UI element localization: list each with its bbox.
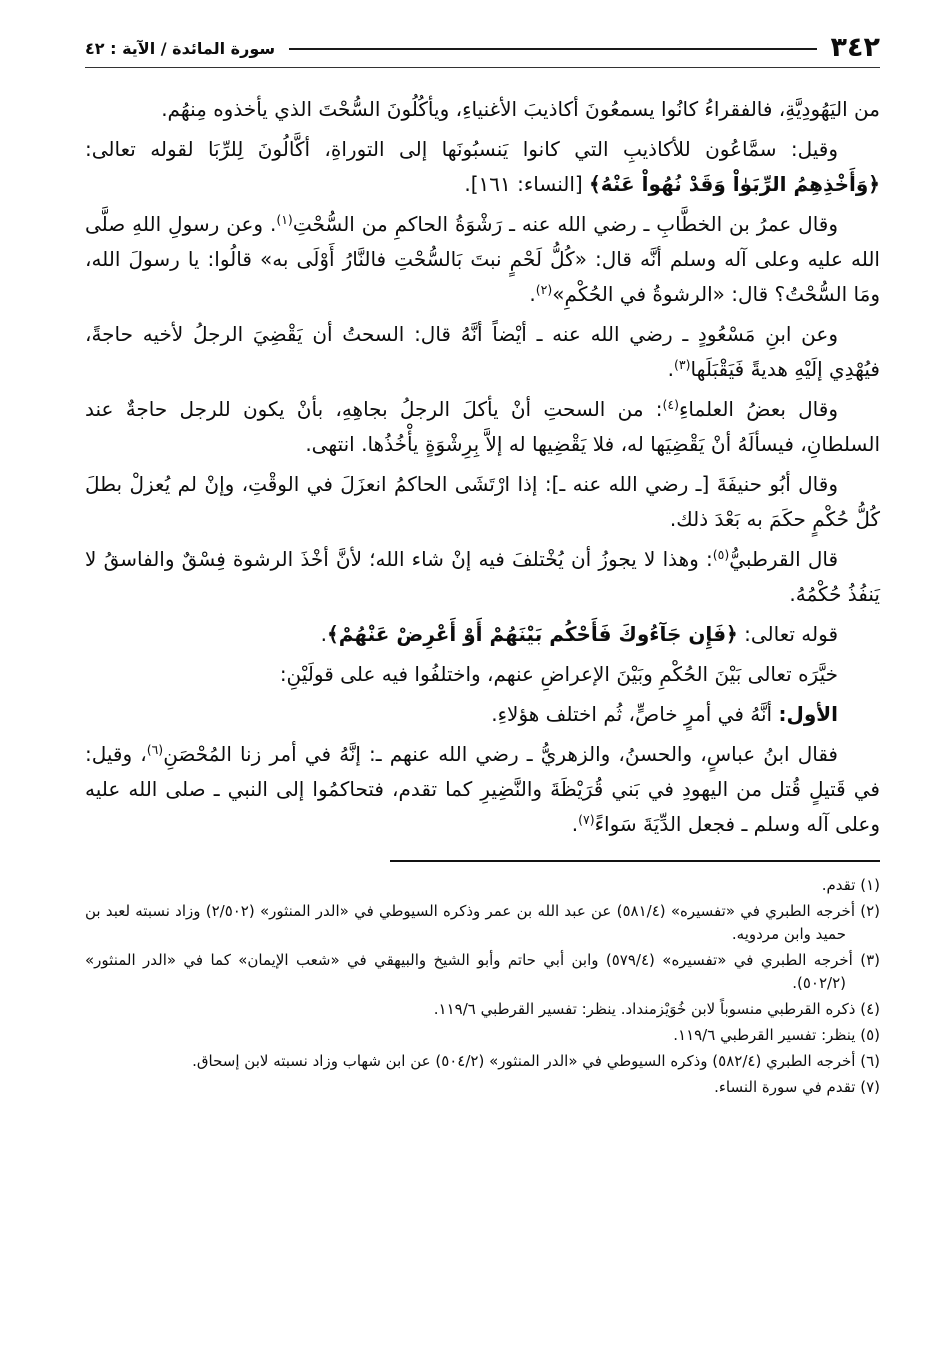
footnote-ref: (٤) — [662, 397, 679, 412]
footnote-text: أخرجه الطبري في «تفسيره» (٥٨١/٤) عن عبد الله بن عمر وذكره السيوطي في «الدر المنثور» (٢/٥٠٢) وزاد نسبته لعبد بن حميد وابن مردويه. — [85, 902, 855, 943]
paragraph — [85, 92, 880, 127]
footnote-ref: (٣) — [674, 357, 691, 372]
footnote-number: (٢) — [855, 902, 881, 920]
quran-verse: ﴿فَإِن جَآءُوكَ فَأَحْكُم بَيْنَهُمْ أَوْ أَعْرِضْ عَنْهُمْ﴾ — [327, 622, 738, 646]
page-number: ٣٤٢ — [830, 32, 880, 63]
footnote-number: (٤) — [855, 1000, 880, 1018]
text-run: قال القرطبيُّ — [729, 547, 839, 571]
footnote-text: تقدم. — [821, 876, 856, 894]
footnote-number: (١) — [855, 876, 880, 894]
footnote-text: أخرجه الطبري في «تفسيره» (٥٧٩/٤) وابن أبي حاتم وأبو الشيخ والبيهقي في «شعب الإيمان» كما في «الدر المنثور» (٥٠٢/٢). — [85, 951, 853, 992]
paragraph — [85, 467, 880, 537]
text-run: . وعن رسولِ اللهِ صلَّى الله عليه وعلى آله وسلم أنَّه قال: «كُلُّ لَحْمٍ نبتَ بَالسُّحْتِ فالنَّارُ أَوْلَى به» قالُوا: يا رسولَ الله، ومَا السُّحْتُ؟ قال: «الرشوةُ في الحُكْمِ» — [85, 212, 880, 306]
running-title: سورة المائدة / الآية : ٤٢ — [85, 39, 276, 58]
text-run: فقال ابنُ عباسٍ، والحسنُ، والزهريُّ ـ رضي الله عنهم ـ: إنَّهُ في أمر زنا المُحْصَنِ — [163, 742, 838, 766]
footnote-ref: (٦) — [146, 742, 164, 757]
emphasis-text: الأول: — [778, 702, 838, 726]
header-underline — [85, 67, 880, 68]
paragraph — [85, 542, 880, 612]
footnote-number: (٦) — [855, 1052, 880, 1070]
footnote-item — [85, 1024, 880, 1047]
paragraph — [85, 697, 880, 732]
text-run: . — [667, 357, 675, 381]
footnote-text: ذكره القرطبي منسوباً لابن خُوَيْزمنداد. ينظر: تفسير القرطبي ١١٩/٦. — [433, 1000, 856, 1018]
body-text — [85, 92, 880, 842]
text-run: ، وقيل: في قَتيلٍ قُتل من اليهودِ في بَني قُرَيْظَةَ والنَّضِيرِ كما تقدم، فتحاكمُوا إلى النبي ـ صلى الله عليه وعلى آله وسلم ـ فجعل الدِّيَةَ سَواءً — [85, 742, 880, 836]
paragraph — [85, 207, 880, 312]
text-run: : وهذا لا يجوزُ أن يُخْتلفَ فيه إنْ شاء الله؛ لأنَّ أخْذَ الرشوة فِسْقٌ والفاسقُ لا يَنفُذُ حُكْمُهُ. — [85, 547, 880, 606]
text-run: من اليَهُودِيَّةِ، فالفقراءُ كانُوا يسمعُونَ أكاذيبَ الأغنياءِ، ويأكُلُونَ السُّحْتَ الذي يأخذوه مِنهُم. — [161, 97, 880, 121]
page-header — [85, 34, 880, 61]
text-run: . — [320, 622, 328, 646]
footnotes-list — [85, 874, 880, 1099]
footnote-item — [85, 998, 880, 1021]
text-run: . — [571, 812, 579, 836]
text-run: قوله تعالى: — [737, 622, 838, 646]
paragraph — [85, 317, 880, 387]
footnote-item — [85, 949, 880, 995]
footnote-ref: (١) — [276, 212, 293, 227]
footnote-ref: (٧) — [578, 812, 595, 827]
paragraph — [85, 657, 880, 692]
footnote-item — [85, 1050, 880, 1073]
paragraph — [85, 132, 880, 202]
paragraph — [85, 737, 880, 842]
footnote-number: (٥) — [855, 1026, 880, 1044]
text-run: وقيل: سمَّاعُون للأكاذيبِ التي كانوا يَنسبُونَها إلى التوراةِ، أكَّالُونَ لِلرِّبَا لقوله تعالى: — [85, 137, 838, 161]
text-run: وقال عمرُ بن الخطَّابِ ـ رضي الله عنه ـ رَشْوَةُ الحاكمِ من السُّحْتِ — [292, 212, 839, 236]
footnote-text: تقدم في سورة النساء. — [714, 1078, 856, 1096]
footnote-item — [85, 1076, 880, 1099]
footnote-ref: (٥) — [712, 547, 730, 562]
footnote-text: ينظر: تفسير القرطبي ١١٩/٦. — [673, 1026, 856, 1044]
footnote-separator — [390, 860, 880, 862]
footnote-number: (٧) — [855, 1078, 880, 1096]
quran-verse: ﴿وَأَخْذِهِمُ الرِّبَوٰاْ وَقَدْ نُهُواْ عَنْهُ﴾ — [589, 172, 880, 196]
footnote-text: أخرجه الطبري (٥٨٢/٤) وذكره السيوطي في «الدر المنثور» (٥٠٤/٢) عن ابن شهاب وزاد نسبته لابن إسحاق. — [192, 1052, 856, 1070]
text-run: وقال أبُو حنيفَةَ [ـ رضي الله عنه ـ]: إذا ارْتَشَى الحاكمُ انعزَلَ في الوقْتِ، وإنْ لم يُعزلْ بطلَ كُلُّ حُكْمٍ حكَمَ به بَعْدَ ذلك. — [85, 472, 880, 531]
paragraph — [85, 617, 880, 652]
footnote-number: (٣) — [852, 951, 880, 969]
text-run: وعن ابنِ مَسْعُودٍ ـ رضي الله عنه ـ أيْضاً أنَّهُ قال: السحتُ أن يَقْضِيَ الرجلُ لأخيه حاجةً، فيُهْدِي إلَيْهِ هديةً فَيَقْبَلَها — [85, 322, 880, 381]
text-run: أنَّهُ في أمرٍ خاصٍّ، ثُم اختلف هؤلاءِ. — [491, 702, 779, 726]
text-run: وقال بعضُ العلماءِ — [679, 397, 838, 421]
header-rule — [289, 48, 816, 50]
text-run: : من السحتِ أنْ يأكلَ الرجلُ بجاهِهِ، بأنْ يكون للرجل حاجةٌ عند السلطانِ، فيسألَهُ أنْ يَقْضِيَها له، فلا يَقْضِيها له إلاَّ بِرِشْوَةٍ يأْخُذُها. انتهى. — [85, 397, 880, 456]
text-run: خيَّرَه تعالى بَيْنَ الحُكْمِ وبَيْنَ الإعراضِ عنهم، واختلفُوا فيه على قولَيْنِ: — [279, 662, 838, 686]
footnote-item — [85, 900, 880, 946]
paragraph — [85, 392, 880, 462]
footnote-item — [85, 874, 880, 897]
footnote-ref: (٢) — [535, 282, 553, 297]
text-run: [النساء: ١٦١]. — [464, 172, 590, 196]
text-run: . — [529, 282, 536, 306]
